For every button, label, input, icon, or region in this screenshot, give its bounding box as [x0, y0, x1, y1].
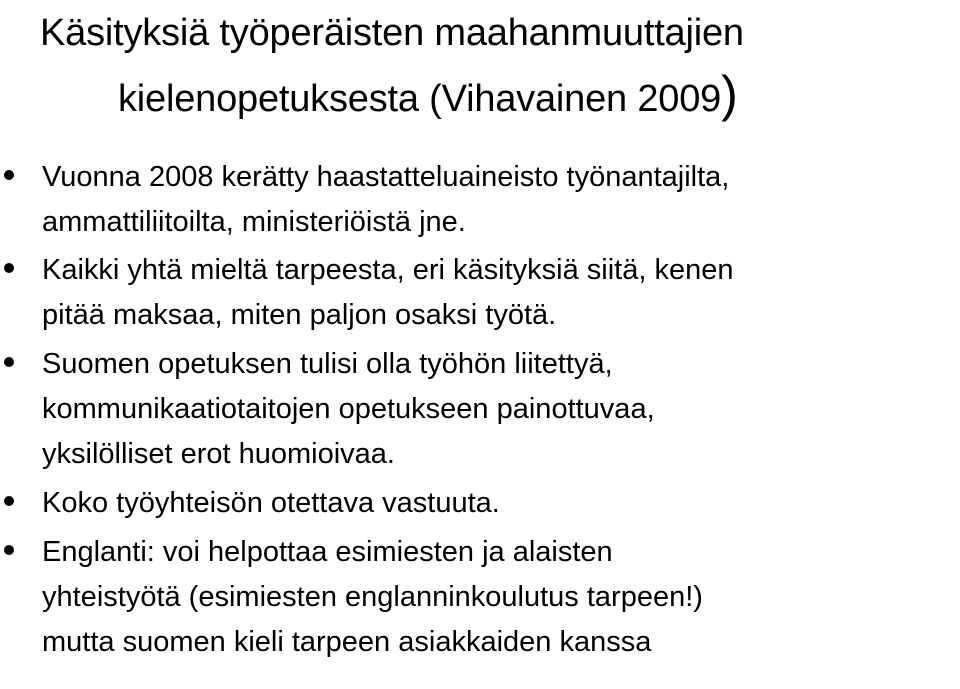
bullet-item — [0, 481, 960, 526]
bullet-dot-icon — [4, 170, 14, 180]
title-closing-paren: ) — [721, 66, 738, 122]
bullet-line: Koko työyhteisön otettava vastuuta. — [42, 487, 500, 519]
slide-title — [40, 0, 940, 132]
bullet-dot-icon — [4, 496, 14, 506]
bullet-line: mutta suomen kieli tarpeen asiakkaiden kanssa — [42, 626, 652, 658]
bullet-line: pitää maksaa, miten paljon osaksi työtä. — [42, 299, 557, 331]
bullet-list — [0, 146, 960, 665]
bullet-line: ammattiliitoilta, ministeriöistä jne. — [42, 206, 466, 238]
bullet-line: Vuonna 2008 kerätty haastatteluaineisto työnantajilta, — [42, 161, 730, 193]
bullet-line: kommunikaatiotaitojen opetukseen painottuvaa, — [42, 393, 655, 425]
bullet-item — [0, 248, 960, 338]
bullet-dot-icon — [4, 545, 14, 555]
bullet-item — [0, 155, 960, 245]
title-line-2 — [40, 66, 940, 132]
bullet-item — [0, 530, 960, 665]
bullet-line: yksilölliset erot huomioivaa. — [42, 438, 395, 470]
bullet-line: Kaikki yhtä mieltä tarpeesta, eri käsityksiä siitä, kenen — [42, 254, 734, 286]
bullet-line: Englanti: voi helpottaa esimiesten ja alaisten — [42, 536, 613, 568]
title-line-2-text: kielenopetuksesta (Vihavainen 2009 — [118, 78, 722, 120]
bullet-item — [0, 342, 960, 477]
bullet-dot-icon — [4, 357, 14, 367]
bullet-line: yhteistyötä (esimiesten englanninkoulutus tarpeen!) — [42, 581, 703, 613]
bullet-line: Suomen opetuksen tulisi olla työhön liitettyä, — [42, 348, 613, 380]
title-line-1: Käsityksiä työperäisten maahanmuuttajien — [40, 12, 744, 54]
bullet-dot-icon — [4, 263, 14, 273]
